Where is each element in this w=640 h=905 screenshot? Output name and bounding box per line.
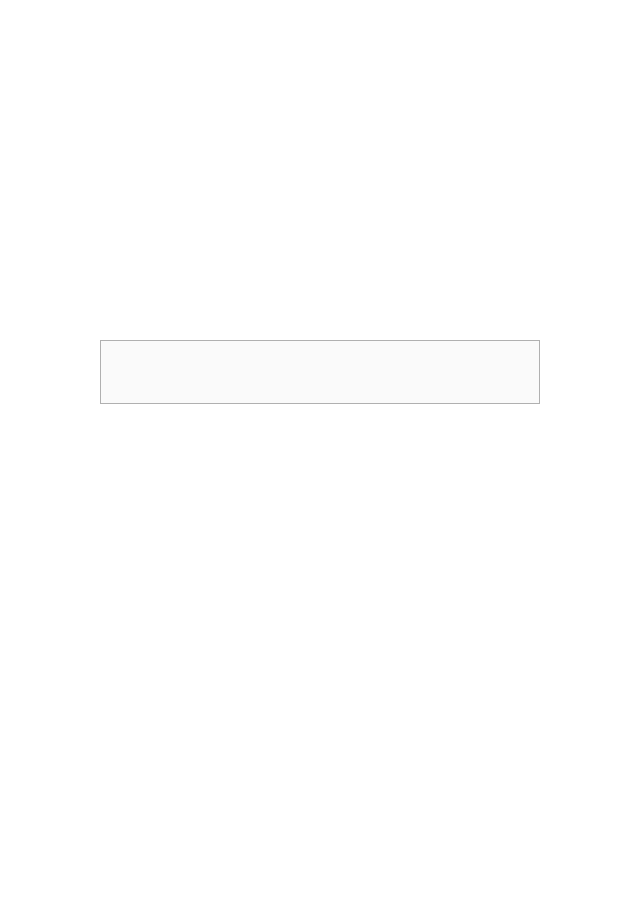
placeholder-box — [100, 340, 540, 404]
